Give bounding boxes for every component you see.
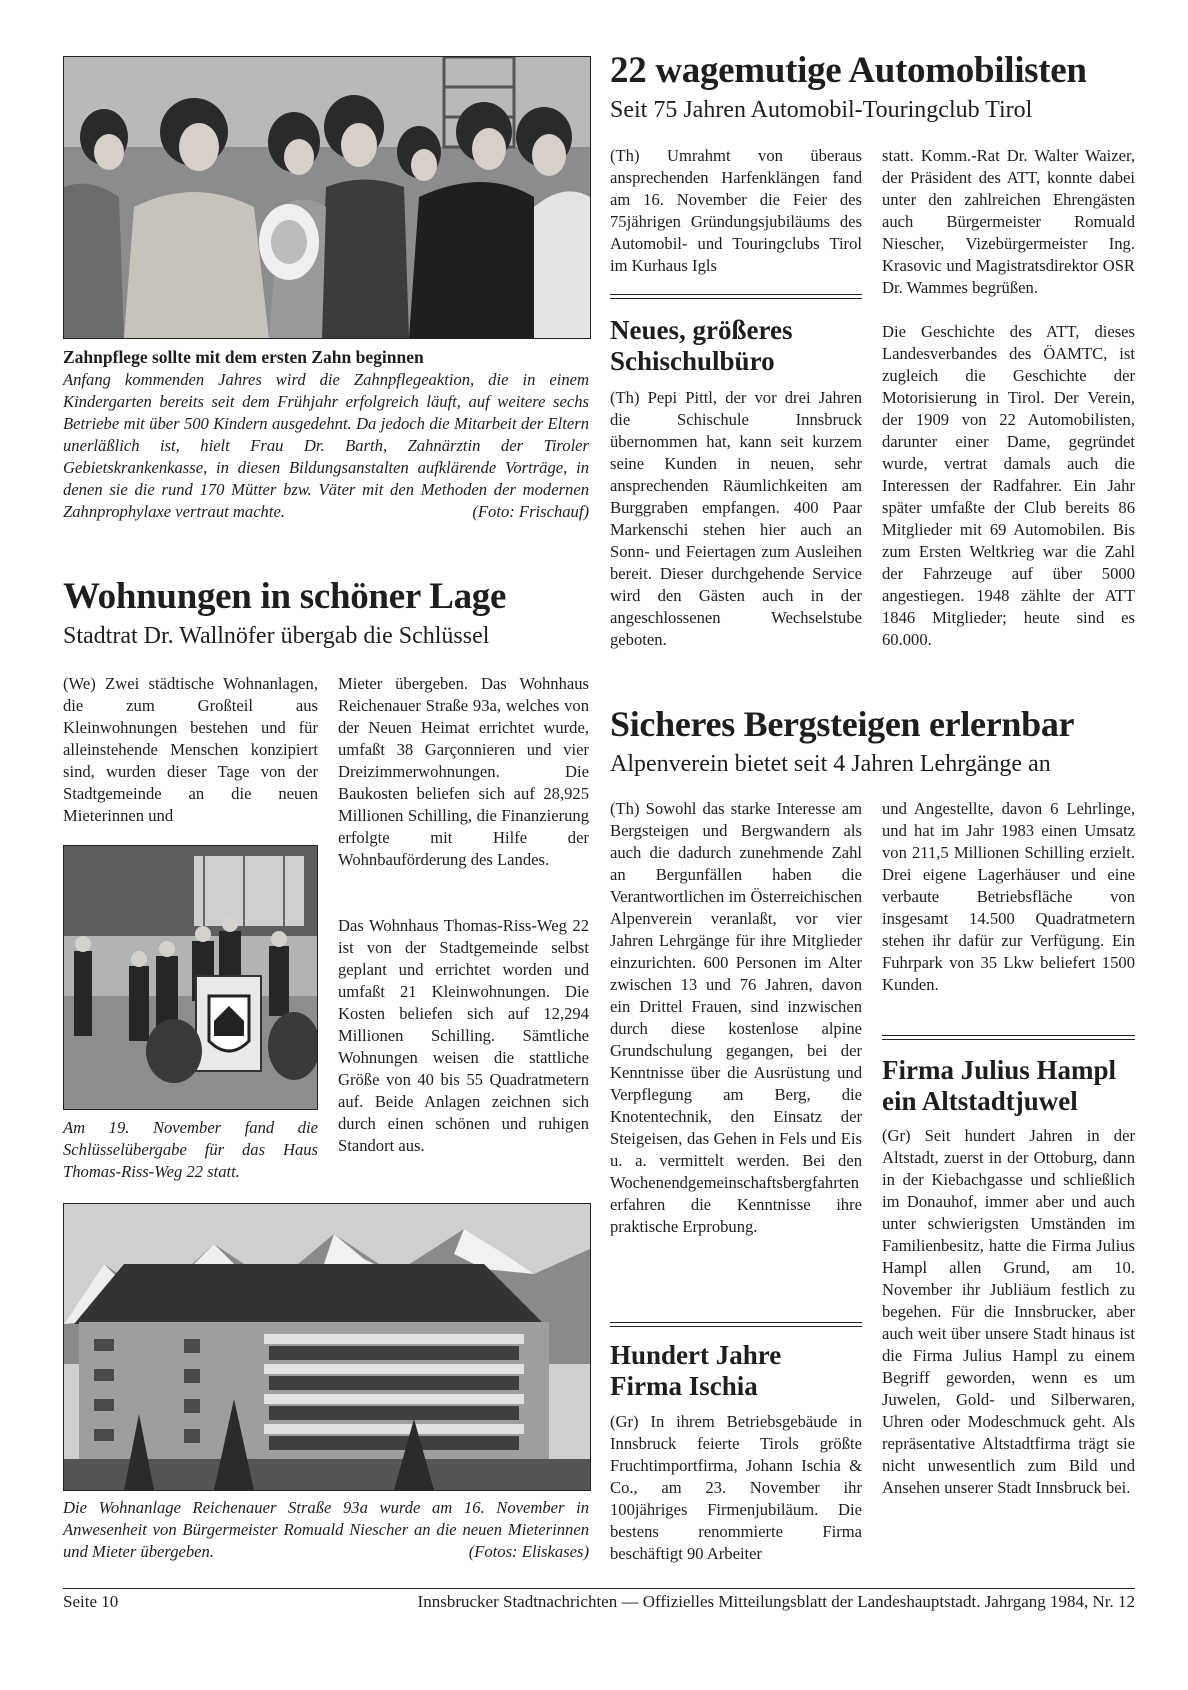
photo-caption-schluessel: Am 19. November fand die Schlüsselübergabe für das Haus Thomas-Riss-Weg 22 statt.: [63, 1118, 318, 1181]
photo-schluesseluebergabe: [63, 845, 318, 1110]
subhead-wohnungen: Stadtrat Dr. Wallnöfer übergab die Schlüssel: [63, 623, 490, 649]
photo-caption: [63, 369, 589, 523]
divider-rule: [610, 294, 862, 299]
photo-caption-wohnanlage: [63, 1497, 589, 1563]
automobil-col2a: statt. Komm.-Rat Dr. Walter Waizer, der Präsident des ATT, konnte dabei unter den zahlreichen Ehrengästen auch Bürgermeister Romuald Niescher, Vizebürgermeister Ing. Krasovic und Magistratsdirektor OSR Dr. Wammes begrüßen.: [882, 146, 1135, 297]
automobil-col2b: Die Geschichte des ATT, dieses Landesverbandes des ÖAMTC, ist zugleich die Geschichte der Motorisierung in Tirol. Der Verein, der 1909 von 22 Automobilisten, darunter einer Dame, gegründet wurde, vertrat damals auch die Interessen der Radfahrer. Ein Jahr später umfaßte der Club bereits 86 Mitglieder mit 69 Automobilen. Bis zum Ersten Weltkrieg war die Zahl der Fahrzeuge auf über 5000 angestiegen. 1948 zählte der ATT 1846 Mitglieder; heute sind es 60.000.: [882, 322, 1135, 649]
schischule-text: (Th) Pepi Pittl, der vor drei Jahren die Schischule Innsbruck übernommen hat, kann seit kurzem seine Kunden in neuen, sehr ansprechenden Räumlichkeiten am Burggraben empfangen. 400 Paar Markenschi stehen hier auch an Sonn- und Feiertagen zum Ausleihen bereit. Dieser durchgehende Service wird den Gästen auch in der angeschlossenen Wechselstube geboten.: [610, 388, 862, 649]
headline-automobilisten: 22 wagemutige Automobilisten: [610, 50, 1087, 91]
wohnungen-col2a: Mieter übergeben. Das Wohnhaus Reichenauer Straße 93a, welches von der Neuen Heimat errichtet wurde, umfaßt 38 Garçonnieren und vier Dreizimmerwohnungen. Die Baukosten beliefen sich auf 28,925 Millionen Schilling, die Finanzierung erfolgte mit Hilfe der Wohnbauförderung des Landes.: [338, 674, 589, 869]
headline-hampl: [882, 1055, 1135, 1117]
footer-masthead: Innsbrucker Stadtnachrichten — Offizielles Mitteilungsblatt der Landeshauptstadt. Jahrgang 1984, Nr. 12: [417, 1592, 1135, 1611]
bergsteigen-col1: (Th) Sowohl das starke Interesse am Bergsteigen und Bergwandern als auch die dadurch zunehmende Zahl an Bergunfällen haben die Verantwortlichen im Österreichischen Alpenverein veranlaßt, vor vier Jahren Lehrgänge für ihre Mitglieder einzurichten. 600 Personen im Alter zwischen 13 und 76 Jahren, davon ein Drittel Frauen, sind inzwischen durch diese kostenlose alpine Grundschulung gegangen, bei der Kenntnisse über die Ausrüstung und Verpflegung am Berg, die Knotentechnik, den Einsatz der Steigeisen, das Gehen in Fels und Eis u. a. vermittelt werden. Bei den Wochenendgemeinschaftsbergfahrten erfahren die Kenntnisse ihre praktische Erprobung.: [610, 799, 862, 1236]
headline-hampl-line1: Firma Julius Hampl: [882, 1055, 1117, 1085]
caption-wohnanlage-text: Die Wohnanlage Reichenauer Straße 93a wurde am 16. November in Anwesenheit von Bürgermeister Romuald Niescher an die neuen Mieterinnen und Mieter übergeben.: [63, 1498, 589, 1561]
photo-wohnanlage: [63, 1203, 591, 1491]
subhead-automobilisten: Seit 75 Jahren Automobil-Touringclub Tirol: [610, 97, 1033, 123]
photo-zahnpflege: [63, 56, 591, 339]
headline-schischulbuero: [610, 315, 862, 377]
headline-bergsteigen: Sicheres Bergsteigen erlernbar: [610, 704, 1075, 744]
headline-wohnungen: Wohnungen in schöner Lage: [63, 576, 507, 617]
wohnungen-col2b: Das Wohnhaus Thomas-Riss-Weg 22 ist von der Stadtgemeinde selbst geplant und errichtet worden und umfaßt 21 Kleinwohnungen. Die Kosten beliefen sich auf 12,294 Millionen Schilling. Sämtliche Wohnungen weisen die stattliche Größe von 40 bis 55 Quadratmetern auf. Beide Anlagen zeichnen sich durch einen schönen und ruhigen Standort aus.: [338, 916, 589, 1155]
photo-caption-title: Zahnpflege sollte mit dem ersten Zahn beginnen: [63, 347, 424, 367]
hampl-text: (Gr) Seit hundert Jahren in der Altstadt, zuerst in der Ottoburg, dann in der Kiebachgasse und schließlich im Donauhof, immer aber und auch unter schwierigsten Umständen im Familienbesitz, hatte die Firma Julius Hampl allen Grund, am 10. November ihr Jubliäum festlich zu begehen. Für die Innsbrucker, aber auch weit über unsere Stadt hinaus ist die Firma Julius Hampl zu einem Begriff geworden, wenn es um Juwelen, Gold- und Silberwaren, Uhren oder Modeschmuck geht. Als repräsentative Altstadtfirma trägt sie nicht unwesentlich zum Bild und Ansehen unserer Stadt Innsbruck bei.: [882, 1126, 1135, 1497]
headline-hampl-line2: ein Altstadtjuwel: [882, 1086, 1078, 1116]
subhead-bergsteigen: Alpenverein bietet seit 4 Jahren Lehrgänge an: [610, 751, 1051, 777]
headline-schischulbuero-line2: Schischulbüro: [610, 346, 775, 376]
headline-ischia-line2: Firma Ischia: [610, 1371, 758, 1401]
photo-credit: (Foto: Frischauf): [472, 502, 589, 521]
page-number: Seite 10: [63, 1592, 119, 1611]
caption-text: Anfang kommenden Jahres wird die Zahnpflegeaktion, die in einem Kindergarten bereits seit dem Frühjahr erfolgreich läuft, auf weitere sechs Betriebe mit über 500 Kindern ausgedehnt. Da jedoch die Mitarbeit der Eltern unerläßlich ist, hielt Frau Dr. Barth, Zahnärztin der Tiroler Gebietskrankenkasse, in diesen Bildungsanstalten aufklärende Vorträge, in denen sie die rund 170 Mütter bzw. Väter mit den Methoden der modernen Zahnprophylaxe vertraut machte.: [63, 370, 589, 521]
headline-schischulbuero-line1: Neues, größeres: [610, 315, 793, 345]
photo-credit-wohnanlage: (Fotos: Eliskases): [468, 1542, 589, 1561]
divider-rule: [882, 1035, 1135, 1040]
automobil-col1: (Th) Umrahmt von überaus ansprechenden Harfenklängen fand am 16. November die Feier des 75jährigen Gründungsjubiläums des Automobil- und Touringclubs Tirol im Kurhaus Igls: [610, 146, 862, 275]
divider-rule: [610, 1322, 862, 1327]
wohnungen-col1: (We) Zwei städtische Wohnanlagen, die zum Großteil aus Kleinwohnungen bestehen und für alleinstehende Menschen konzipiert sind, wurden dieser Tage von der Stadtgemeinde an die neuen Mieterinnen und: [63, 674, 318, 825]
bergsteigen-col2: und Angestellte, davon 6 Lehrlinge, und hat im Jahr 1983 einen Umsatz von 211,5 Millionen Schilling erzielt. Drei eigene Lagerhäuser und eine verbaute Betriebsfläche von insgesamt 14.500 Quadratmetern stehen ihr dafür zur Verfügung. Ein Fuhrpark von 35 Lkw beliefert 1500 Kunden.: [882, 799, 1135, 994]
footer-rule: [63, 1588, 1135, 1589]
ischia-text: (Gr) In ihrem Betriebsgebäude in Innsbruck feierte Tirols größte Fruchtimportfirma, Johann Ischia & Co., am 23. November ihr 100jähriges Firmenjubiläum. Die bestens renommierte Firma beschäftigt 90 Arbeiter: [610, 1412, 862, 1563]
headline-ischia: [610, 1340, 862, 1402]
headline-ischia-line1: Hundert Jahre: [610, 1340, 782, 1370]
